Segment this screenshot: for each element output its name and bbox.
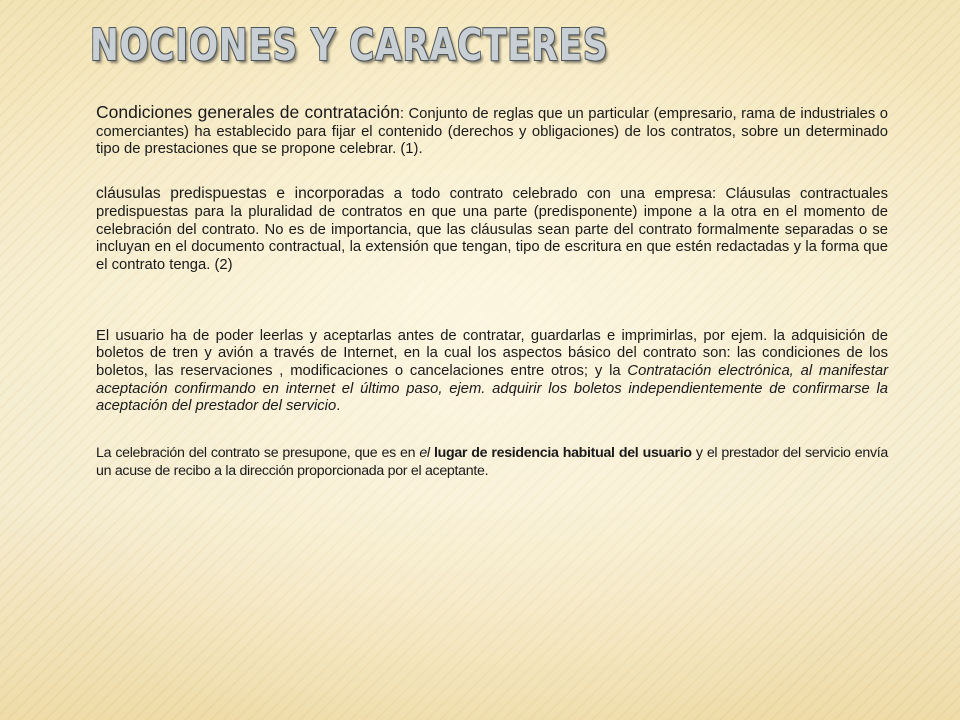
celebration-text-end: y el prestador del servicio envía un acuse de recibo a la dirección proporcionada por el aceptante. <box>96 445 888 480</box>
user-rights-end: . <box>336 398 341 415</box>
celebration-text: La celebración del contrato se presupone, que es en <box>96 445 420 462</box>
general-conditions-definition: : Conjunto de reglas que un particular (empresario, rama de industriales o comerciantes) ha establecido para fijar el contenido (derechos y obligaciones) de los contratos, sobre un determinado tipo de prestaciones que se propone celebrar. (1). <box>96 106 889 158</box>
general-conditions-term: Condiciones generales de contratación <box>96 102 400 122</box>
predisposed-clauses-term: cláusulas predispuestas e incorporadas <box>96 185 385 203</box>
slide-title: NOCIONES Y CARACTERES <box>90 20 609 71</box>
slide-body <box>96 104 888 480</box>
paragraph-user-rights <box>96 328 888 417</box>
celebration-italic-word: el <box>419 445 430 462</box>
user-rights-text: El usuario ha de poder leerlas y aceptarlas antes de contratar, guardarlas e imprimirlas, por ejem. la adquisición de boletos de tren y avión a través de Internet, en la cual los aspectos básico del contrato son: las condiciones de los boletos, las reservaciones , modificaciones o cancelaciones entre otros; y la <box>96 327 888 380</box>
paragraph-predisposed-clauses <box>96 185 888 275</box>
predisposed-clauses-definition: a todo contrato celebrado con una empresa: Cláusulas contractuales predispuestas para la pluralidad de contratos en que una parte (predisponente) impone a la otra en el momento de celebración del contrato. No es de importancia, que las cláusulas sean parte del contrato formalmente separadas o se incluyan en el documento contractual, la extensión que tengan, tipo de escritura en que estén redactadas y la forma que el contrato tenga. (2) <box>96 186 888 273</box>
paragraph-general-conditions <box>96 104 888 159</box>
electronic-contracting-text: Contratación electrónica, al manifestar aceptación confirmando en internet el último paso, ejem. adquirir los boletos independientemente de confirmarse la aceptación del prestador del servicio <box>96 363 888 415</box>
paragraph-contract-celebration <box>96 444 888 480</box>
residence-place-text: lugar de residencia habitual del usuario <box>433 445 692 462</box>
